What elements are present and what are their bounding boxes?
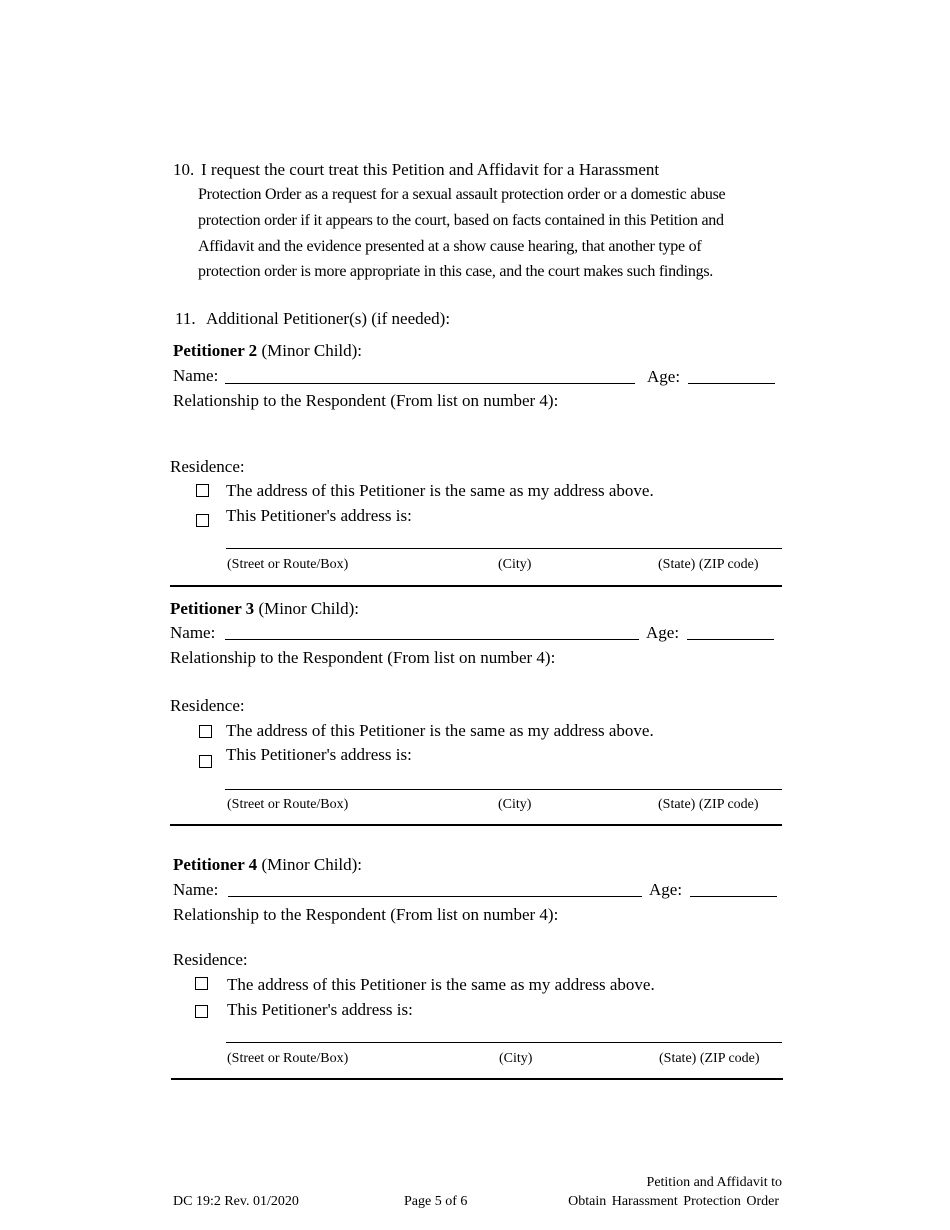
item-10-line-2: Protection Order as a request for a sexual assault protection order or a domestic abuse [198,186,726,203]
petitioner-2-title: Petitioner 2 [173,341,258,360]
state-zip-caption: (State) (ZIP code) [658,797,759,812]
item-11-number: 11. [175,309,196,328]
petitioner-3-address-field[interactable] [225,789,782,790]
petitioner-3-name-field[interactable] [225,639,639,640]
item-10-line-1: I request the court treat this Petition and Affidavit for a Harassment [201,160,660,179]
petitioner-2-heading [173,341,362,361]
petitioner-3-address-is-checkbox[interactable] [199,755,212,768]
section-divider [171,1078,783,1080]
relationship-label: Relationship to the Respondent (From list on number 4): [173,905,559,924]
petitioner-2-address-field[interactable] [226,548,782,549]
same-address-label: The address of this Petitioner is the same as my address above. [227,975,655,994]
section-divider [170,585,782,587]
petitioner-3-title: Petitioner 3 [170,599,255,618]
city-caption: (City) [498,557,532,572]
item-11-text: Additional Petitioner(s) (if needed): [206,309,451,328]
minor-child-label: (Minor Child): [261,855,363,874]
petitioner-4-address-field[interactable] [226,1042,782,1043]
petitioner-2-age-field[interactable] [688,383,775,384]
section-divider [170,824,782,826]
petitioner-4-title: Petitioner 4 [173,855,258,874]
petitioner-2-same-address-checkbox[interactable] [196,484,209,497]
age-label: Age: [646,623,680,642]
relationship-label: Relationship to the Respondent (From list on number 4): [170,648,556,667]
footer-form-id: DC 19:2 Rev. 01/2020 [173,1194,299,1209]
minor-child-label: (Minor Child): [261,341,363,360]
age-label: Age: [649,880,683,899]
same-address-label: The address of this Petitioner is the same as my address above. [226,721,654,740]
relationship-label: Relationship to the Respondent (From list on number 4): [173,391,559,410]
item-10-line-5: protection order is more appropriate in this case, and the court makes such findings. [198,263,714,280]
name-label: Name: [173,880,219,899]
street-caption: (Street or Route/Box) [227,1051,349,1066]
street-caption: (Street or Route/Box) [227,797,349,812]
name-label: Name: [170,623,216,642]
age-label: Age: [647,367,681,386]
state-zip-caption: (State) (ZIP code) [658,557,759,572]
city-caption: (City) [499,1051,533,1066]
petitioner-4-heading [173,855,362,875]
item-10-line-3: protection order if it appears to the court, based on facts contained in this Petition and [198,212,724,229]
petitioner-2-name-field[interactable] [225,383,635,384]
address-is-label: This Petitioner's address is: [226,506,412,525]
footer-title-line-1: Petition and Affidavit to [646,1175,782,1190]
petitioner-4-address-is-checkbox[interactable] [195,1005,208,1018]
petitioner-4-same-address-checkbox[interactable] [195,977,208,990]
petitioner-3-age-field[interactable] [687,639,774,640]
residence-label: Residence: [173,950,248,969]
petitioner-4-age-field[interactable] [690,896,777,897]
petitioner-2-address-is-checkbox[interactable] [196,514,209,527]
footer-title-line-2: Obtain Harassment Protection Order [568,1194,779,1209]
residence-label: Residence: [170,696,245,715]
city-caption: (City) [498,797,532,812]
item-10-number: 10. [173,160,195,179]
item-10-line-4: Affidavit and the evidence presented at a show cause hearing, that another type of [198,238,702,255]
name-label: Name: [173,366,219,385]
street-caption: (Street or Route/Box) [227,557,349,572]
address-is-label: This Petitioner's address is: [227,1000,413,1019]
petitioner-3-same-address-checkbox[interactable] [199,725,212,738]
petitioner-3-heading [170,599,359,619]
petitioner-4-name-field[interactable] [228,896,642,897]
footer-page-number: Page 5 of 6 [404,1194,468,1209]
same-address-label: The address of this Petitioner is the same as my address above. [226,481,654,500]
address-is-label: This Petitioner's address is: [226,745,412,764]
residence-label: Residence: [170,457,245,476]
minor-child-label: (Minor Child): [258,599,360,618]
state-zip-caption: (State) (ZIP code) [659,1051,760,1066]
